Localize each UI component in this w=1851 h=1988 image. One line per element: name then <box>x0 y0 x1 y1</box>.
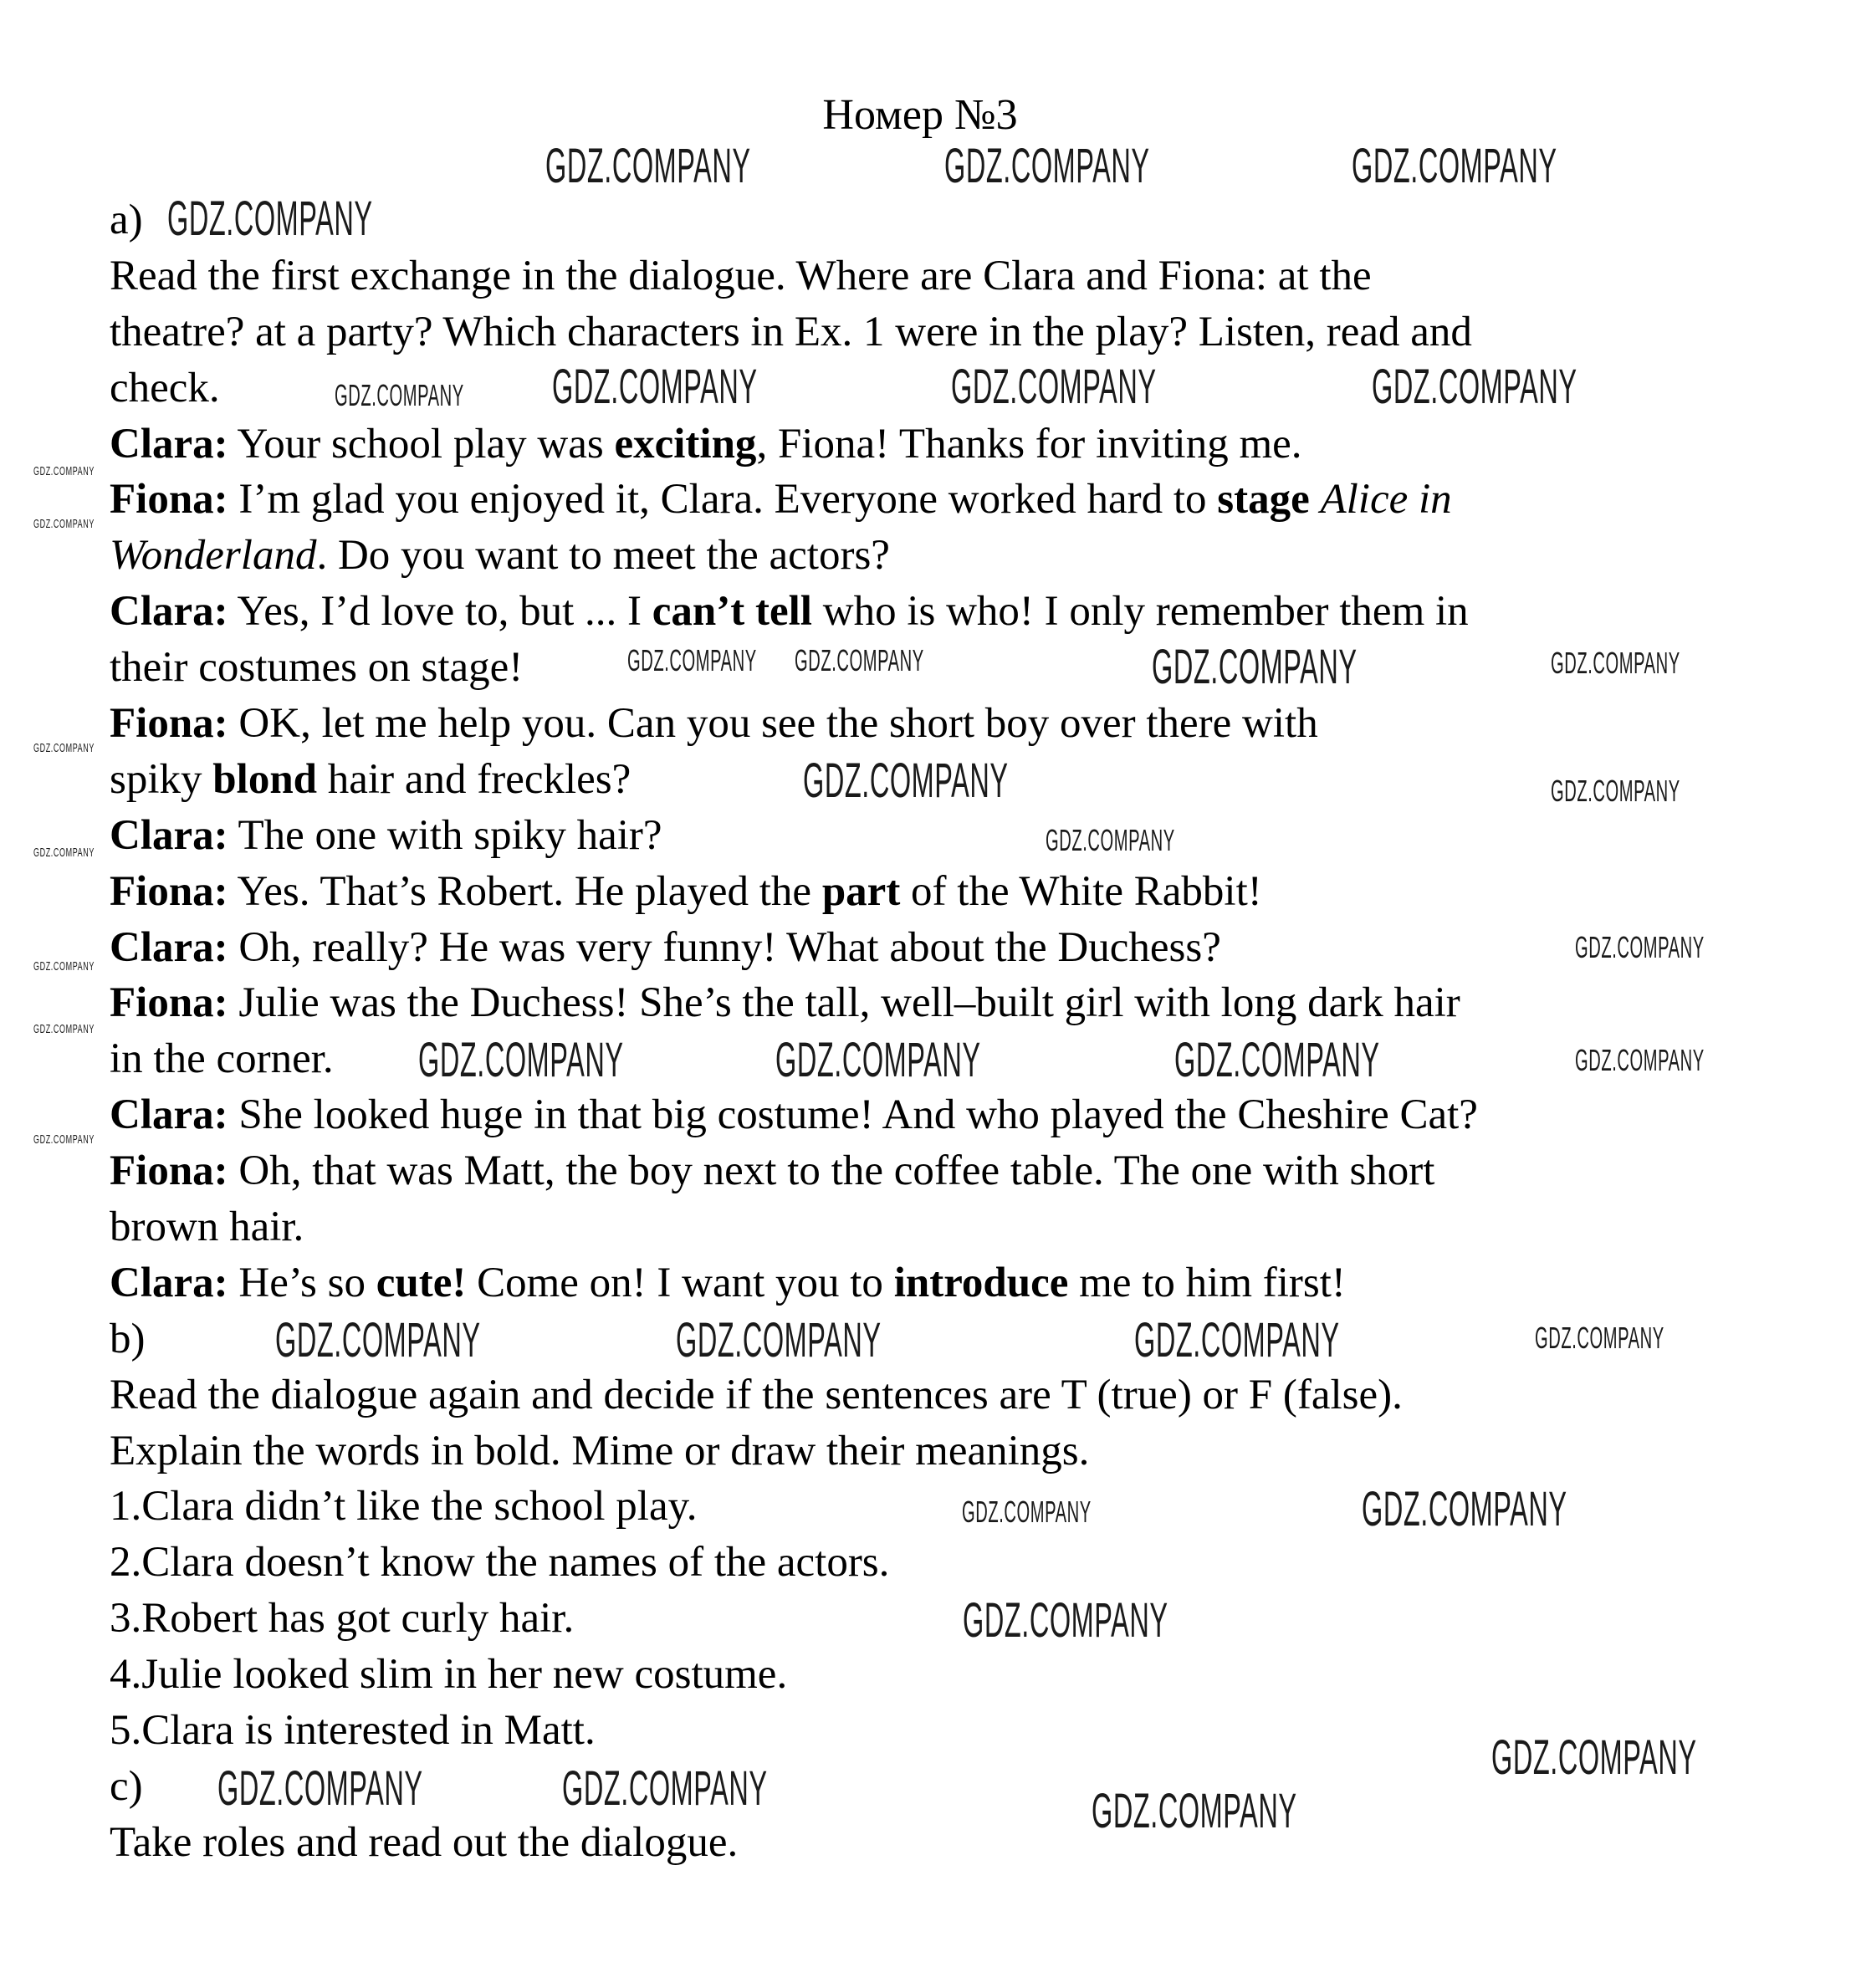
text-line <box>110 584 1469 640</box>
text-line <box>110 864 1262 920</box>
text-line <box>110 472 1452 528</box>
text-segment: theatre? at a party? Which characters in Ex. 1 were in the play? Listen, read and <box>110 308 1472 355</box>
text-line <box>110 1759 143 1815</box>
text-segment: b) <box>110 1315 146 1362</box>
watermark-text: GDZ.COMPANY <box>1575 930 1705 964</box>
bold-text: exciting <box>614 420 757 468</box>
bold-text: Clara: <box>110 811 228 859</box>
watermark-text: GDZ.COMPANY <box>33 741 95 755</box>
text-segment <box>1310 476 1321 523</box>
page-title: Номер №3 <box>822 91 1018 139</box>
text-segment: brown hair. <box>110 1204 304 1251</box>
text-segment: check. <box>110 364 220 411</box>
text-line <box>110 417 1302 473</box>
text-segment: 3.Robert has got curly hair. <box>110 1595 575 1643</box>
watermark-text: GDZ.COMPANY <box>1551 774 1680 808</box>
watermark-text: GDZ.COMPANY <box>335 378 464 412</box>
text-line <box>110 1479 698 1535</box>
watermark-text: GDZ.COMPANY <box>33 517 95 531</box>
italic-text: Wonderland <box>110 532 317 580</box>
text-segment: Read the first exchange in the dialogue. Where are Clara and Fiona: at the <box>110 252 1372 299</box>
watermark-text: GDZ.COMPANY <box>33 846 95 860</box>
text-segment: in the corner. <box>110 1035 334 1083</box>
text-segment: Yes. That’s Robert. He played the <box>228 867 822 915</box>
text-line <box>110 192 143 248</box>
exercise-text <box>110 192 1478 1871</box>
text-line <box>110 304 1472 360</box>
text-segment: hair and freckles? <box>317 755 631 803</box>
watermark-text: GDZ.COMPANY <box>33 464 95 478</box>
watermark-text: GDZ.COMPANY <box>944 139 1150 193</box>
text-segment: Oh, really? He was very funny! What about the Duchess? <box>228 923 1221 971</box>
watermark-text: GDZ.COMPANY <box>951 360 1157 414</box>
watermark-text: GDZ.COMPANY <box>1491 1730 1697 1785</box>
text-segment: . Do you want to meet the actors? <box>316 532 890 580</box>
bold-text: part <box>821 867 901 915</box>
watermark-text: GDZ.COMPANY <box>545 139 751 193</box>
text-line <box>110 696 1318 752</box>
bold-text: stage <box>1217 476 1310 524</box>
bold-text: Fiona: <box>110 867 228 915</box>
text-segment: 2.Clara doesn’t know the names of the actors. <box>110 1539 890 1587</box>
text-line <box>110 1143 1434 1199</box>
text-line <box>110 975 1460 1031</box>
text-line <box>110 1815 738 1871</box>
bold-text: Fiona: <box>110 700 228 748</box>
text-segment: Explain the words in bold. Mime or draw their meanings. <box>110 1427 1090 1474</box>
watermark-text: GDZ.COMPANY <box>962 1495 1092 1529</box>
watermark-text: GDZ.COMPANY <box>217 1761 423 1816</box>
text-segment: c) <box>110 1762 143 1810</box>
bold-text: Fiona: <box>110 979 228 1027</box>
text-segment: Take roles and read out the dialogue. <box>110 1818 739 1866</box>
italic-text: Alice in <box>1320 476 1452 524</box>
text-line <box>110 1367 1403 1423</box>
bold-text: Clara: <box>110 1259 228 1306</box>
watermark-text: GDZ.COMPANY <box>1152 640 1358 694</box>
watermark-text: GDZ.COMPANY <box>1575 1043 1705 1077</box>
watermark-text: GDZ.COMPANY <box>33 959 95 974</box>
watermark-text: GDZ.COMPANY <box>1174 1033 1380 1087</box>
text-segment: Your school play was <box>228 420 615 468</box>
watermark-text: GDZ.COMPANY <box>1134 1313 1340 1367</box>
bold-text: Clara: <box>110 1091 228 1139</box>
text-line <box>110 1311 145 1367</box>
text-line <box>110 1703 596 1759</box>
bold-text: Clara: <box>110 420 228 468</box>
text-line <box>110 360 220 417</box>
watermark-text: GDZ.COMPANY <box>676 1313 882 1367</box>
text-line <box>110 248 1372 304</box>
text-segment: who is who! I only remember them in <box>811 588 1469 636</box>
watermark-text: GDZ.COMPANY <box>552 360 758 414</box>
text-line <box>110 1423 1089 1480</box>
watermark-text: GDZ.COMPANY <box>1372 360 1577 414</box>
text-segment: OK, let me help you. Can you see the short boy over there with <box>228 700 1318 748</box>
watermark-text: GDZ.COMPANY <box>963 1593 1168 1648</box>
text-segment: their costumes on stage! <box>110 644 524 692</box>
text-line <box>110 1591 574 1647</box>
bold-text: Fiona: <box>110 1147 228 1195</box>
watermark-text: GDZ.COMPANY <box>1535 1321 1664 1355</box>
text-line <box>110 808 662 864</box>
text-segment: Julie was the Duchess! She’s the tall, well–built girl with long dark hair <box>228 979 1460 1027</box>
text-segment: 5.Clara is interested in Matt. <box>110 1707 596 1755</box>
text-line <box>110 1087 1478 1143</box>
text-segment: He’s so <box>228 1259 376 1306</box>
text-segment: 1.Clara didn’t like the school play. <box>110 1483 698 1531</box>
text-segment: , Fiona! Thanks for inviting me. <box>756 420 1302 468</box>
text-line <box>110 1199 304 1255</box>
watermark-text: GDZ.COMPANY <box>803 754 1009 808</box>
bold-text: Fiona: <box>110 476 228 524</box>
text-line <box>110 640 523 696</box>
text-segment: of the White Rabbit! <box>900 867 1262 915</box>
bold-text: can’t tell <box>652 588 812 636</box>
text-segment: 4.Julie looked slim in her new costume. <box>110 1651 788 1699</box>
text-segment: Oh, that was Matt, the boy next to the coffee table. The one with short <box>228 1147 1435 1195</box>
text-segment: Yes, I’d love to, but ... I <box>228 588 652 636</box>
bold-text: introduce <box>893 1259 1069 1306</box>
text-segment: Read the dialogue again and decide if the sentences are T (true) or F (false). <box>110 1371 1403 1418</box>
text-line <box>110 1031 334 1087</box>
text-line <box>110 920 1221 976</box>
watermark-text: GDZ.COMPANY <box>418 1033 624 1087</box>
watermark-text: GDZ.COMPANY <box>795 643 924 677</box>
text-line <box>110 1535 889 1591</box>
watermark-text: GDZ.COMPANY <box>1362 1482 1567 1536</box>
text-line <box>110 1255 1346 1311</box>
watermark-text: GDZ.COMPANY <box>33 1132 95 1147</box>
watermark-text: GDZ.COMPANY <box>275 1313 481 1367</box>
text-segment: me to him first! <box>1068 1259 1346 1306</box>
watermark-text: GDZ.COMPANY <box>627 643 757 677</box>
text-segment: I’m glad you enjoyed it, Clara. Everyone worked hard to <box>228 476 1218 524</box>
bold-text: cute! <box>376 1259 467 1306</box>
bold-text: Clara: <box>110 588 228 636</box>
watermark-text: GDZ.COMPANY <box>775 1033 981 1087</box>
watermark-text: GDZ.COMPANY <box>1551 646 1680 680</box>
text-line <box>110 1647 787 1703</box>
text-segment: The one with spiky hair? <box>228 811 662 859</box>
bold-text: blond <box>212 755 318 803</box>
text-line <box>110 752 631 808</box>
text-segment: a) <box>110 197 143 243</box>
watermark-text: GDZ.COMPANY <box>1046 823 1175 857</box>
watermark-text: GDZ.COMPANY <box>562 1761 768 1816</box>
text-segment: Come on! I want you to <box>466 1259 894 1306</box>
text-segment: spiky <box>110 755 213 803</box>
watermark-text: GDZ.COMPANY <box>167 192 373 246</box>
bold-text: Clara: <box>110 923 228 971</box>
watermark-text: GDZ.COMPANY <box>33 1022 95 1036</box>
watermark-text: GDZ.COMPANY <box>1352 139 1557 193</box>
watermark-text: GDZ.COMPANY <box>1092 1784 1297 1838</box>
text-segment: She looked huge in that big costume! And who played the Cheshire Cat? <box>228 1091 1478 1139</box>
text-line <box>110 528 890 584</box>
